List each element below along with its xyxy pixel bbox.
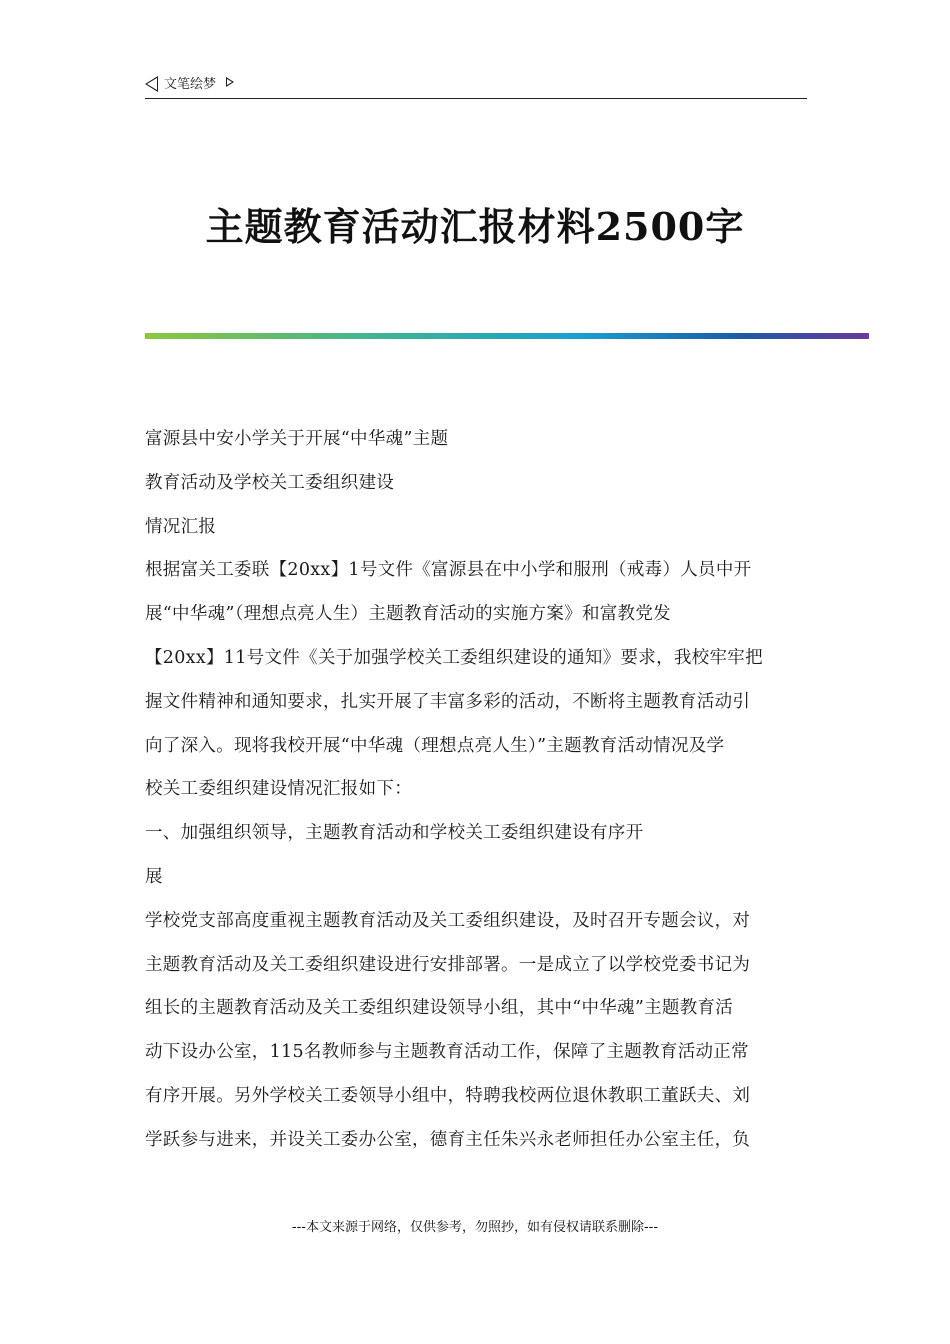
body-line: 有序开展。另外学校关工委领导小组中，特聘我校两位退休教职工董跃夫、刘 — [145, 1085, 751, 1106]
body-line: 握文件精神和通知要求，扎实开展了丰富多彩的活动，不断将主题教育活动引 — [145, 691, 751, 712]
gradient-divider — [145, 333, 869, 339]
body-line: 校关工委组织建设情况汇报如下： — [145, 779, 412, 800]
body-line: 一、加强组织领导，主题教育活动和学校关工委组织建设有序开 — [145, 823, 644, 844]
body-line: 展 — [145, 866, 163, 887]
page-header — [145, 74, 807, 99]
triangle-left-icon — [145, 76, 158, 92]
body-line: 组长的主题教育活动及关工委组织建设领导小组，其中“中华魂”主题教育活 — [145, 998, 734, 1019]
header-brand: 文笔绘梦 — [164, 77, 217, 92]
body-line: 学跃参与进来，并设关工委办公室，德育主任朱兴永老师担任办公室主任，负 — [145, 1129, 751, 1150]
body-line: 富源县中安小学关于开展“中华魂”主题 — [145, 429, 449, 449]
page-footer: ---本文来源于网络，仅供参考，勿照抄，如有侵权请联系删除--- — [291, 1220, 659, 1235]
body-line: 向了深入。现将我校开展“中华魂（理想点亮人生）”主题教育活动情况及学 — [145, 735, 725, 756]
body-line: 教育活动及学校关工委组织建设 — [145, 472, 395, 493]
body-line: 情况汇报 — [145, 516, 217, 537]
document-body — [145, 418, 810, 1163]
document-title: 主题教育活动汇报材料2500字 — [205, 204, 745, 249]
body-line: 动下设办公室，115名教师参与主题教育活动工作，保障了主题教育活动正常 — [145, 1042, 749, 1063]
body-line: 【20xx】11号文件《关于加强学校关工委组织建设的通知》要求，我校牢牢把 — [145, 647, 763, 668]
triangle-right-icon — [226, 77, 234, 87]
body-line: 学校党支部高度重视主题教育活动及关工委组织建设，及时召开专题会议，对 — [145, 910, 751, 931]
body-line: 根据富关工委联【20xx】1号文件《富源县在中小学和服刑（戒毒）人员中开 — [145, 560, 752, 581]
body-line: 主题教育活动及关工委组织建设进行安排部署。一是成立了以学校党委书记为 — [145, 954, 751, 975]
body-line: 展“中华魂”（理想点亮人生）主题教育活动的实施方案》和富教党发 — [145, 604, 671, 625]
